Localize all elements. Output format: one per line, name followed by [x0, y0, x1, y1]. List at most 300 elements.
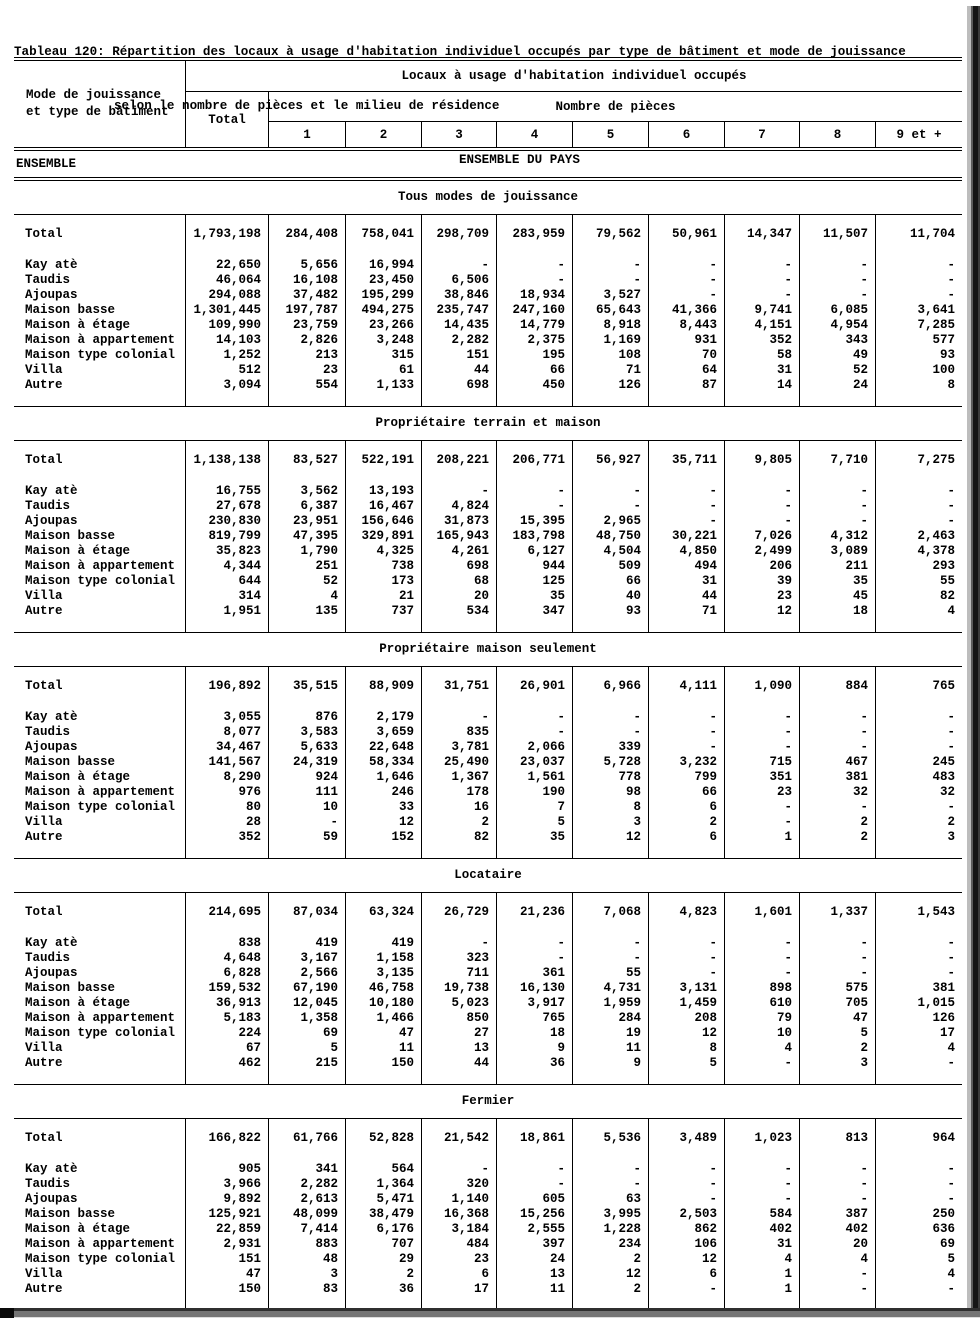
value-pieces-4: -	[497, 710, 573, 725]
value-pieces-6: 931	[649, 333, 725, 348]
value-total: 6,828	[186, 966, 269, 981]
value-total: 151	[186, 1252, 269, 1267]
value-pieces-3: 165,943	[422, 529, 497, 544]
value-pieces-6: 3,489	[649, 1131, 725, 1146]
value-pieces-8: 11,507	[800, 227, 876, 242]
value-pieces-9: -	[947, 484, 955, 498]
scan-edge-corner	[0, 1308, 14, 1318]
value-total	[186, 242, 269, 258]
value-pieces-1	[269, 694, 346, 710]
value-pieces-4: 2,066	[497, 740, 573, 755]
row-label: Taudis	[14, 499, 186, 514]
value-pieces-3	[422, 215, 497, 227]
value-pieces-2: 3,248	[346, 333, 422, 348]
table-row	[14, 499, 962, 514]
value-pieces-1	[269, 215, 346, 227]
value-pieces-7: 898	[725, 981, 800, 996]
value-pieces-8	[800, 1071, 876, 1084]
value-pieces-1	[269, 393, 346, 406]
value-total: 1,793,198	[186, 227, 269, 242]
value-total: 8,290	[186, 770, 269, 785]
row-label: Kay atè	[14, 936, 186, 951]
row-label: Total	[14, 1131, 186, 1146]
value-pieces-5: -	[573, 1162, 649, 1177]
value-pieces-4: 397	[497, 1237, 573, 1252]
value-pieces-7: 79	[725, 1011, 800, 1026]
row-label: Maison type colonial	[14, 800, 186, 815]
value-pieces-9: 5	[947, 1252, 955, 1266]
value-pieces-2	[346, 1146, 422, 1162]
value-pieces-4: 13	[497, 1267, 573, 1282]
value-pieces-7	[725, 667, 800, 679]
value-pieces-9: -	[947, 288, 955, 302]
section-title: Fermier	[461, 1094, 515, 1108]
value-pieces-7: 14	[725, 378, 800, 393]
value-total: 8,077	[186, 725, 269, 740]
value-pieces-2	[346, 1119, 422, 1131]
row-label: Maison type colonial	[14, 574, 186, 589]
value-pieces-2: 2	[346, 1267, 422, 1282]
value-pieces-5: -	[573, 258, 649, 273]
value-pieces-2: 2,179	[346, 710, 422, 725]
table-row	[14, 785, 962, 800]
spacer-row	[14, 215, 962, 227]
value-pieces-3: 534	[422, 604, 497, 619]
value-pieces-3: 835	[422, 725, 497, 740]
value-total: 3,094	[186, 378, 269, 393]
value-pieces-5: -	[573, 951, 649, 966]
stub-line-2: et type de bâtiment	[26, 105, 169, 119]
value-total: 80	[186, 800, 269, 815]
table-row	[14, 288, 962, 303]
value-pieces-3: 14,435	[422, 318, 497, 333]
value-pieces-5: 48,750	[573, 529, 649, 544]
value-total: 314	[186, 589, 269, 604]
value-total	[186, 1071, 269, 1084]
value-pieces-9	[876, 845, 962, 858]
value-pieces-7: -	[725, 966, 800, 981]
value-pieces-9: -	[947, 1282, 955, 1296]
value-pieces-8: 467	[800, 755, 876, 770]
value-pieces-4: 23,037	[497, 755, 573, 770]
value-pieces-8: 387	[800, 1207, 876, 1222]
table-row	[14, 1222, 962, 1237]
value-pieces-4: 21,236	[497, 905, 573, 920]
value-pieces-6: 41,366	[649, 303, 725, 318]
value-pieces-7	[725, 845, 800, 858]
value-pieces-2: 52,828	[346, 1131, 422, 1146]
value-pieces-5: 65,643	[573, 303, 649, 318]
value-pieces-3: 21,542	[422, 1131, 497, 1146]
value-pieces-5: 98	[573, 785, 649, 800]
value-pieces-9: -	[947, 710, 955, 724]
table-row	[14, 725, 962, 740]
value-pieces-5: 1,959	[573, 996, 649, 1011]
value-pieces-7: -	[725, 800, 800, 815]
value-pieces-9: -	[947, 1177, 955, 1191]
value-pieces-8: -	[800, 258, 876, 273]
value-pieces-7	[725, 920, 800, 936]
value-pieces-8: 4,312	[800, 529, 876, 544]
value-pieces-9: 93	[939, 348, 955, 362]
value-pieces-7: 31	[725, 1237, 800, 1252]
value-pieces-2: 47	[346, 1026, 422, 1041]
spacer-row	[14, 393, 962, 406]
value-pieces-9: 55	[939, 574, 955, 588]
value-pieces-1: 59	[269, 830, 346, 845]
value-pieces-6: 4,111	[649, 679, 725, 694]
value-pieces-8: 20	[800, 1237, 876, 1252]
value-pieces-4: 15,256	[497, 1207, 573, 1222]
value-pieces-8: 5	[800, 1026, 876, 1041]
value-pieces-9: 293	[932, 559, 955, 573]
value-pieces-1	[269, 242, 346, 258]
table-row	[14, 1011, 962, 1026]
value-pieces-7: 1	[725, 1267, 800, 1282]
value-pieces-3: 323	[422, 951, 497, 966]
value-pieces-4: 14,779	[497, 318, 573, 333]
row-label	[14, 242, 186, 258]
value-total: 4,344	[186, 559, 269, 574]
value-pieces-7: 14,347	[725, 227, 800, 242]
value-pieces-1	[269, 667, 346, 679]
value-pieces-5: 56,927	[573, 453, 649, 468]
value-pieces-5: 4,504	[573, 544, 649, 559]
value-pieces-9: -	[947, 1162, 955, 1176]
value-pieces-2: 1,466	[346, 1011, 422, 1026]
table-row	[14, 815, 962, 830]
value-pieces-3: 13	[422, 1041, 497, 1056]
value-pieces-2: 16,994	[346, 258, 422, 273]
spacer-row	[14, 1071, 962, 1084]
value-total	[186, 893, 269, 905]
value-pieces-9: 577	[932, 333, 955, 347]
section-title: Tous modes de jouissance	[397, 190, 579, 204]
table-row	[14, 1237, 962, 1252]
title-line-1: Tableau 120: Répartition des locaux à usage d'habitation individuel occupés par type de bâtiment et mode de jouissance	[14, 45, 906, 59]
value-pieces-5: 93	[573, 604, 649, 619]
table-row	[14, 559, 962, 574]
value-pieces-7	[725, 1071, 800, 1084]
spacer-row	[14, 242, 962, 258]
value-pieces-3	[422, 393, 497, 406]
value-pieces-3: 23	[422, 1252, 497, 1267]
value-pieces-9: 636	[932, 1222, 955, 1236]
value-pieces-5: 2,965	[573, 514, 649, 529]
value-total: 125,921	[186, 1207, 269, 1222]
value-pieces-8	[800, 1146, 876, 1162]
value-pieces-6: 70	[649, 348, 725, 363]
value-pieces-1: 5,633	[269, 740, 346, 755]
value-pieces-2: 23,450	[346, 273, 422, 288]
value-pieces-1: 251	[269, 559, 346, 574]
title-line-2: selon le nombre de pièces et le milieu de résidence	[114, 99, 500, 113]
value-pieces-5: -	[573, 725, 649, 740]
value-pieces-8: -	[800, 710, 876, 725]
value-pieces-1: 1,358	[269, 1011, 346, 1026]
value-pieces-1: 48	[269, 1252, 346, 1267]
value-pieces-3: 178	[422, 785, 497, 800]
value-pieces-3: 68	[422, 574, 497, 589]
value-total	[186, 619, 269, 632]
value-pieces-5	[573, 920, 649, 936]
value-pieces-4: 1,561	[497, 770, 573, 785]
spacer-row	[14, 920, 962, 936]
stub-line-1: Mode de jouissance	[26, 88, 162, 102]
value-pieces-5: 6,966	[573, 679, 649, 694]
value-pieces-7: 23	[725, 785, 800, 800]
value-pieces-2: 38,479	[346, 1207, 422, 1222]
value-total: 1,951	[186, 604, 269, 619]
value-pieces-6: 6	[649, 1267, 725, 1282]
value-pieces-4: 36	[497, 1056, 573, 1071]
value-pieces-4: -	[497, 951, 573, 966]
value-pieces-7: -	[725, 514, 800, 529]
value-pieces-3: 2	[422, 815, 497, 830]
value-pieces-6: 494	[649, 559, 725, 574]
value-pieces-3	[422, 242, 497, 258]
value-pieces-5: 2	[573, 1282, 649, 1297]
value-pieces-7: 7,026	[725, 529, 800, 544]
value-pieces-7: 4,151	[725, 318, 800, 333]
value-total: 109,990	[186, 318, 269, 333]
value-pieces-5: 71	[573, 363, 649, 378]
table-row	[14, 1131, 962, 1146]
value-total: 224	[186, 1026, 269, 1041]
value-pieces-9: -	[947, 499, 955, 513]
value-pieces-1	[269, 893, 346, 905]
value-pieces-9	[876, 893, 962, 905]
value-total: 22,650	[186, 258, 269, 273]
value-pieces-1	[269, 920, 346, 936]
value-pieces-1: 5,656	[269, 258, 346, 273]
value-pieces-4: 765	[497, 1011, 573, 1026]
value-pieces-8: 2	[800, 1041, 876, 1056]
value-pieces-8: -	[800, 1162, 876, 1177]
value-pieces-2	[346, 242, 422, 258]
value-pieces-3: 3,781	[422, 740, 497, 755]
row-label	[14, 667, 186, 679]
value-pieces-8: 705	[800, 996, 876, 1011]
row-label: Autre	[14, 378, 186, 393]
value-pieces-6: 2,503	[649, 1207, 725, 1222]
value-pieces-2: 1,133	[346, 378, 422, 393]
value-pieces-3: 16,368	[422, 1207, 497, 1222]
row-label: Maison type colonial	[14, 1026, 186, 1041]
row-label: Ajoupas	[14, 514, 186, 529]
value-pieces-7: -	[725, 1177, 800, 1192]
value-pieces-8: 35	[800, 574, 876, 589]
value-pieces-6	[649, 1146, 725, 1162]
value-pieces-8: 402	[800, 1222, 876, 1237]
value-pieces-4: 24	[497, 1252, 573, 1267]
value-pieces-4: 195	[497, 348, 573, 363]
value-pieces-5: 12	[573, 830, 649, 845]
value-pieces-5: 40	[573, 589, 649, 604]
value-pieces-4	[497, 441, 573, 453]
value-pieces-5: 126	[573, 378, 649, 393]
value-pieces-9: 250	[932, 1207, 955, 1221]
row-label: Villa	[14, 363, 186, 378]
value-pieces-5: 8,918	[573, 318, 649, 333]
value-pieces-2: 494,275	[346, 303, 422, 318]
value-pieces-9: -	[947, 800, 955, 814]
row-label: Villa	[14, 815, 186, 830]
value-pieces-4	[497, 920, 573, 936]
value-pieces-4: 125	[497, 574, 573, 589]
spacer-row	[14, 1119, 962, 1131]
value-pieces-1: 87,034	[269, 905, 346, 920]
value-pieces-1: 3	[269, 1267, 346, 1282]
spacer-row	[14, 845, 962, 858]
value-pieces-7	[725, 1146, 800, 1162]
row-label: Maison à appartement	[14, 333, 186, 348]
row-label: Maison à appartement	[14, 1011, 186, 1026]
value-pieces-2: 36	[346, 1282, 422, 1297]
value-pieces-3	[422, 667, 497, 679]
value-pieces-5: -	[573, 273, 649, 288]
value-pieces-6: 12	[649, 1026, 725, 1041]
value-pieces-9: 1,543	[917, 905, 955, 919]
value-pieces-6: 66	[649, 785, 725, 800]
value-pieces-3: 44	[422, 1056, 497, 1071]
table-row	[14, 514, 962, 529]
table-header	[14, 61, 962, 147]
value-pieces-4: 35	[497, 589, 573, 604]
value-pieces-1: 284,408	[269, 227, 346, 242]
value-pieces-9: -	[947, 966, 955, 980]
value-pieces-9: 32	[939, 785, 955, 799]
value-pieces-8: 211	[800, 559, 876, 574]
value-pieces-1: 83	[269, 1282, 346, 1297]
value-pieces-7: 4	[725, 1041, 800, 1056]
row-label: Maison à étage	[14, 996, 186, 1011]
value-total: 35,823	[186, 544, 269, 559]
value-pieces-7: 352	[725, 333, 800, 348]
value-pieces-4: 2,375	[497, 333, 573, 348]
value-pieces-9: 8	[947, 378, 955, 392]
value-pieces-6: 4,823	[649, 905, 725, 920]
value-total: 3,055	[186, 710, 269, 725]
value-pieces-4: 6,127	[497, 544, 573, 559]
value-pieces-6	[649, 215, 725, 227]
value-pieces-1: 135	[269, 604, 346, 619]
value-pieces-8: -	[800, 966, 876, 981]
value-pieces-3: 82	[422, 830, 497, 845]
value-pieces-9: 964	[932, 1131, 955, 1145]
value-pieces-7: 1	[725, 830, 800, 845]
value-pieces-7: 1,023	[725, 1131, 800, 1146]
value-total: 28	[186, 815, 269, 830]
row-label: Villa	[14, 1041, 186, 1056]
row-label: Taudis	[14, 273, 186, 288]
value-pieces-1: 2,826	[269, 333, 346, 348]
value-pieces-9: 765	[932, 679, 955, 693]
value-pieces-9	[876, 242, 962, 258]
value-pieces-4: 450	[497, 378, 573, 393]
value-pieces-3: 484	[422, 1237, 497, 1252]
value-pieces-8	[800, 893, 876, 905]
table-row	[14, 1282, 962, 1297]
value-pieces-4: 247,160	[497, 303, 573, 318]
value-pieces-9	[876, 441, 962, 453]
value-pieces-5: 55	[573, 966, 649, 981]
value-pieces-8: -	[800, 1177, 876, 1192]
value-pieces-2: 63,324	[346, 905, 422, 920]
section-block	[14, 214, 962, 407]
header-piece-col: 3	[422, 122, 497, 147]
value-pieces-9: -	[947, 951, 955, 965]
value-total: 196,892	[186, 679, 269, 694]
value-pieces-5: 12	[573, 1267, 649, 1282]
table-row	[14, 830, 962, 845]
row-label: Maison type colonial	[14, 348, 186, 363]
value-pieces-7: 2,499	[725, 544, 800, 559]
value-pieces-5	[573, 694, 649, 710]
table-row	[14, 966, 962, 981]
value-pieces-8	[800, 920, 876, 936]
value-total: 36,913	[186, 996, 269, 1011]
table-row	[14, 1056, 962, 1071]
value-pieces-8: 575	[800, 981, 876, 996]
table-row	[14, 936, 962, 951]
value-pieces-6: 30,221	[649, 529, 725, 544]
row-label: Ajoupas	[14, 740, 186, 755]
value-pieces-6: 106	[649, 1237, 725, 1252]
value-pieces-2: 1,158	[346, 951, 422, 966]
value-pieces-3: 26,729	[422, 905, 497, 920]
value-pieces-3: 850	[422, 1011, 497, 1026]
value-pieces-4: 347	[497, 604, 573, 619]
value-pieces-3	[422, 619, 497, 632]
value-pieces-3: -	[422, 1162, 497, 1177]
value-pieces-9: 82	[939, 589, 955, 603]
value-pieces-7: -	[725, 710, 800, 725]
value-pieces-6: -	[649, 514, 725, 529]
table-row	[14, 710, 962, 725]
table-row	[14, 905, 962, 920]
table-sections	[14, 181, 962, 1311]
value-pieces-6	[649, 845, 725, 858]
value-pieces-7: -	[725, 499, 800, 514]
value-pieces-2: 21	[346, 589, 422, 604]
value-pieces-2	[346, 619, 422, 632]
row-label: Maison basse	[14, 755, 186, 770]
value-pieces-3: 44	[422, 363, 497, 378]
value-pieces-3	[422, 694, 497, 710]
value-pieces-4: -	[497, 258, 573, 273]
row-label	[14, 215, 186, 227]
value-pieces-5: 11	[573, 1041, 649, 1056]
value-pieces-7: -	[725, 1162, 800, 1177]
value-pieces-1: 47,395	[269, 529, 346, 544]
value-pieces-3: 235,747	[422, 303, 497, 318]
value-pieces-5	[573, 441, 649, 453]
value-pieces-5: 7,068	[573, 905, 649, 920]
value-pieces-8	[800, 441, 876, 453]
value-total: 141,567	[186, 755, 269, 770]
value-pieces-3: 1,140	[422, 1192, 497, 1207]
spacer-row	[14, 441, 962, 453]
value-total: 838	[186, 936, 269, 951]
value-pieces-8: -	[800, 484, 876, 499]
value-pieces-2: 12	[346, 815, 422, 830]
value-pieces-1: 883	[269, 1237, 346, 1252]
row-label: Maison à appartement	[14, 559, 186, 574]
value-pieces-1: 2,613	[269, 1192, 346, 1207]
value-pieces-8: 3,089	[800, 544, 876, 559]
value-pieces-2: 22,648	[346, 740, 422, 755]
